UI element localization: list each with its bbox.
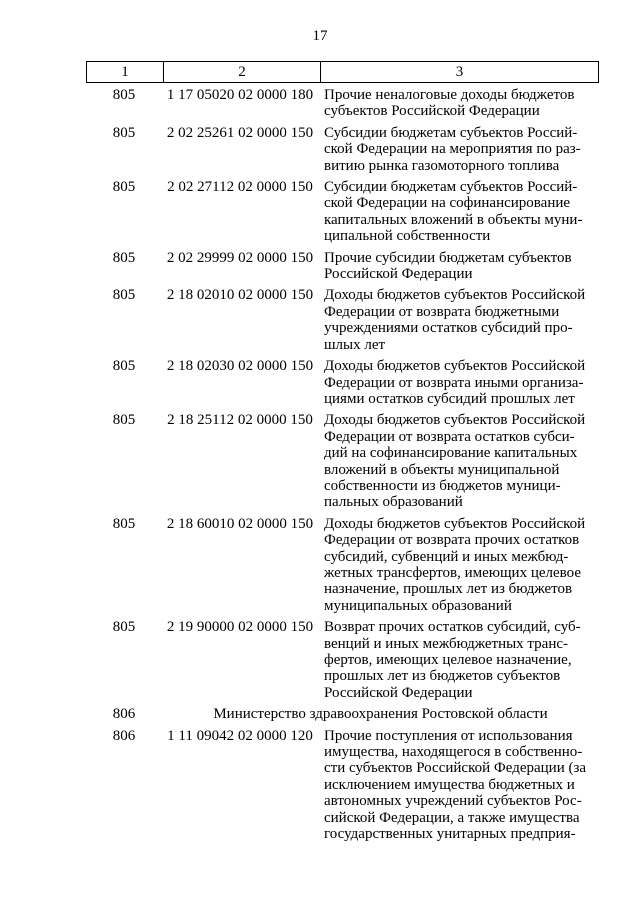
description-line: Доходы бюджетов субъектов Российской: [324, 287, 586, 304]
budget-classification-code: 2 18 02030 02 0000 150: [166, 358, 314, 375]
ministry-title: Министерство здравоохранения Ростовской области: [213, 706, 548, 723]
description-line: Российской Федерации: [324, 266, 473, 283]
income-description: [318, 358, 599, 407]
budget-classification-code: 2 18 02010 02 0000 150: [166, 287, 314, 304]
description-line: субъектов Российской Федерации: [324, 103, 540, 120]
admin-code: 805: [112, 87, 136, 103]
income-description: [318, 619, 599, 701]
table-row: [86, 287, 599, 353]
description-line: собственности из бюджетов муници-: [324, 477, 561, 494]
description-line: назначение, прошлых лет из бюджетов: [324, 581, 573, 598]
header-col-1: 1: [87, 62, 164, 82]
description-line: Возврат прочих остатков субсидий, суб-: [324, 619, 581, 636]
admin-code: 806: [112, 706, 136, 723]
budget-classification-code: 1 17 05020 02 0000 180: [166, 87, 314, 103]
description-line: исключением имущества бюджетных и: [324, 776, 575, 793]
description-line: фертов, имеющих целевое назначение,: [324, 652, 572, 668]
admin-code: 805: [112, 619, 136, 636]
ministry-section-row: [86, 706, 599, 722]
description-line: Федерации от возврата остатков субси-: [324, 428, 575, 445]
table-row: [86, 412, 599, 510]
table-body: [86, 87, 599, 847]
description-line: витию рынка газомоторного топлива: [324, 157, 560, 174]
description-line: государственных унитарных предприя-: [324, 826, 576, 843]
description-line: Федерации от возврата иными организа-: [324, 374, 584, 391]
budget-classification-code: 1 11 09042 02 0000 120: [167, 727, 313, 744]
budget-classification-code: 2 02 27112 02 0000 150: [167, 179, 313, 196]
description-line: Прочие субсидии бюджетам субъектов: [324, 249, 572, 266]
description-line: жетных трансфертов, имеющих целевое: [324, 564, 581, 581]
description-line: Субсидии бюджетам субъектов Россий-: [324, 179, 578, 196]
header-col-3: 3: [455, 63, 464, 80]
description-line: пальных образований: [324, 494, 463, 511]
description-line: капитальных вложений в объекты муни-: [324, 211, 583, 228]
income-description: [318, 125, 599, 174]
income-description: [318, 412, 599, 510]
page-number: 17: [312, 28, 328, 44]
table-header: [86, 61, 599, 83]
description-line: Федерации от возврата прочих остатков: [324, 532, 580, 549]
admin-code: 805: [112, 249, 136, 266]
description-line: циями остатков субсидий прошлых лет: [324, 390, 575, 407]
description-line: ципальной собственности: [324, 228, 491, 245]
admin-code: 805: [112, 287, 136, 304]
description-line: имущества, находящегося в собственно-: [324, 744, 583, 761]
description-line: вложений в объекты муниципальной: [324, 461, 560, 478]
income-description: [318, 179, 599, 245]
table-row: [86, 358, 599, 407]
description-line: Прочие поступления от использования: [324, 727, 573, 744]
description-line: венций и иных межбюджетных транс-: [324, 635, 569, 652]
description-line: ской Федерации на мероприятия по раз-: [324, 141, 581, 158]
budget-classification-code: 2 19 90000 02 0000 150: [166, 619, 314, 636]
table-row: [86, 87, 599, 120]
description-line: Федерации от возврата бюджетными: [324, 303, 560, 320]
income-description: [318, 87, 599, 120]
income-description: [318, 287, 599, 353]
income-description: [318, 516, 599, 614]
admin-code: 805: [112, 358, 136, 375]
description-line: сийской Федерации, а также имущества: [324, 809, 580, 826]
table-row: [86, 179, 599, 245]
header-col-2: 2: [164, 62, 321, 82]
admin-code: 805: [112, 124, 136, 141]
description-line: Доходы бюджетов субъектов Российской: [324, 358, 586, 375]
admin-code: 805: [112, 515, 136, 532]
income-description: [318, 728, 599, 843]
description-line: дий на софинансирование капитальных: [324, 445, 578, 462]
table-row: [86, 125, 599, 174]
description-line: муниципальных образований: [324, 597, 512, 614]
description-line: субсидий, субвенций и иных межбюд-: [324, 548, 569, 565]
description-line: ской Федерации на софинансирование: [324, 195, 571, 212]
description-line: Доходы бюджетов субъектов Российской: [324, 412, 586, 429]
table-row: [86, 728, 599, 843]
description-line: прошлых лет из бюджетов субъектов: [324, 668, 561, 685]
description-line: автономных учреждений субъектов Рос-: [324, 793, 582, 810]
income-description: [318, 250, 599, 283]
description-line: шлых лет: [324, 336, 386, 353]
admin-code: 805: [112, 179, 136, 196]
description-line: Российской Федерации: [324, 684, 473, 701]
table-row: [86, 250, 599, 283]
description-line: Доходы бюджетов субъектов Российской: [324, 515, 586, 532]
budget-classification-code: 2 02 29999 02 0000 150: [166, 249, 314, 266]
table-row: [86, 516, 599, 614]
description-line: Субсидии бюджетам субъектов Россий-: [324, 124, 578, 141]
admin-code: 805: [112, 412, 136, 429]
description-line: Прочие неналоговые доходы бюджетов: [324, 87, 575, 103]
description-line: сти субъектов Российской Федерации (за: [324, 760, 587, 777]
budget-classification-code: 2 18 60010 02 0000 150: [166, 515, 314, 532]
budget-classification-code: 2 18 25112 02 0000 150: [167, 412, 313, 429]
description-line: учреждениями остатков субсидий про-: [324, 320, 573, 337]
budget-classification-code: 2 02 25261 02 0000 150: [166, 124, 314, 141]
table-row: [86, 619, 599, 701]
admin-code: 806: [112, 727, 136, 744]
